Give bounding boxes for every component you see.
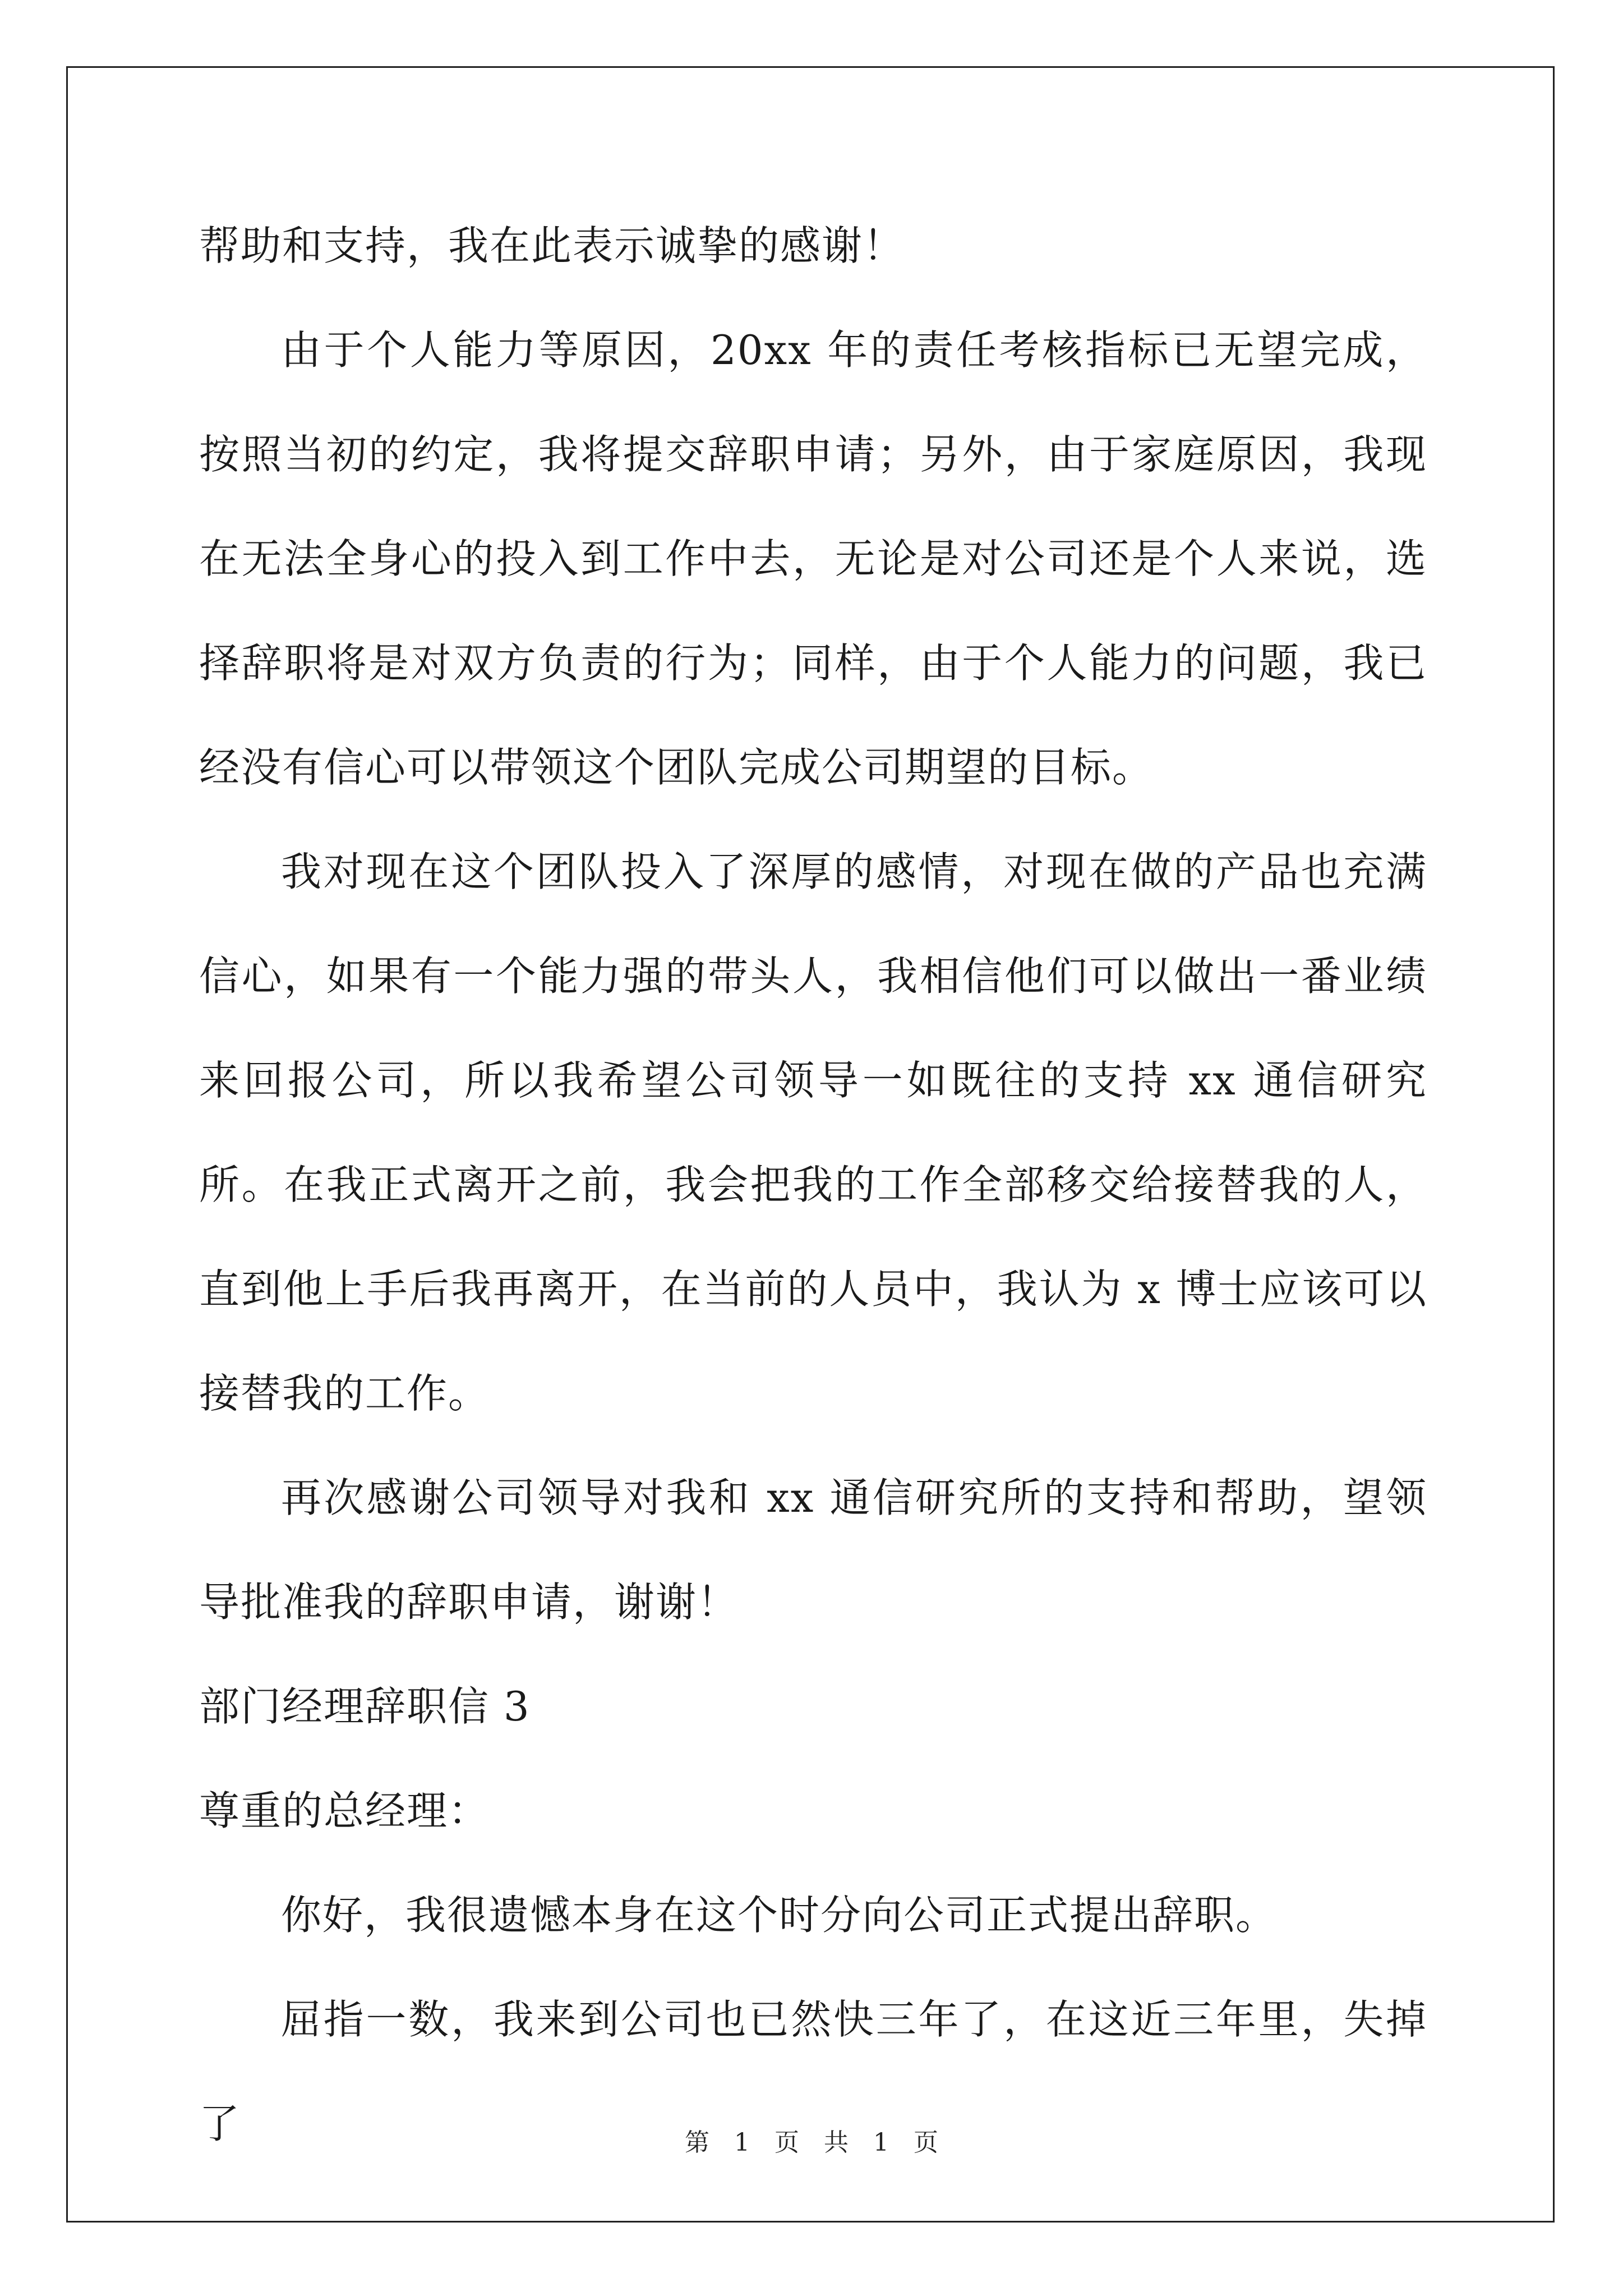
paragraph-7: 你好，我很遗憾本身在这个时分向公司正式提出辞职。 bbox=[281, 1892, 1278, 1939]
paragraph-8: 屈指一数，我来到公司也已然快三年了，在这近三年里，失掉了 bbox=[199, 1996, 1427, 2147]
paragraph-1: 帮助和支持，我在此表示诚挚的感谢！ bbox=[199, 222, 905, 269]
section-heading: 部门经理辞职信 3 bbox=[199, 1683, 531, 1730]
document-body bbox=[199, 194, 1427, 2176]
paragraph-3: 我对现在这个团队投入了深厚的感情，对现在做的产品也充满信心，如果有一个能力强的带头人，我相信他们可以做出一番业绩来回报公司，所以我希望公司领导一如既往的支持 xx 通信研究所。在我正式离开之前，我会把我的工作全部移交给接替我的人，直到他上手后我再离开，在当前的人员中，我认为 x 博士应该可以接替我的工作。 bbox=[199, 848, 1427, 1417]
page-total: 共 1 页 bbox=[824, 2128, 938, 2157]
paragraph-4: 再次感谢公司领导对我和 xx 通信研究所的支持和帮助，望领导批准我的辞职申请，谢谢！ bbox=[199, 1474, 1427, 1626]
page-footer bbox=[0, 2126, 1623, 2160]
salutation: 尊重的总经理： bbox=[199, 1787, 490, 1834]
paragraph-2: 由于个人能力等原因，20xx 年的责任考核指标已无望完成，按照当初的约定，我将提交辞职申请；另外，由于家庭原因，我现在无法全身心的投入到工作中去，无论是对公司还是个人来说，选择辞职将是对双方负责的行为；同样，由于个人能力的问题，我已经没有信心可以带领这个团队完成公司期望的目标。 bbox=[199, 326, 1427, 791]
page-number: 第 1 页 bbox=[685, 2128, 799, 2157]
